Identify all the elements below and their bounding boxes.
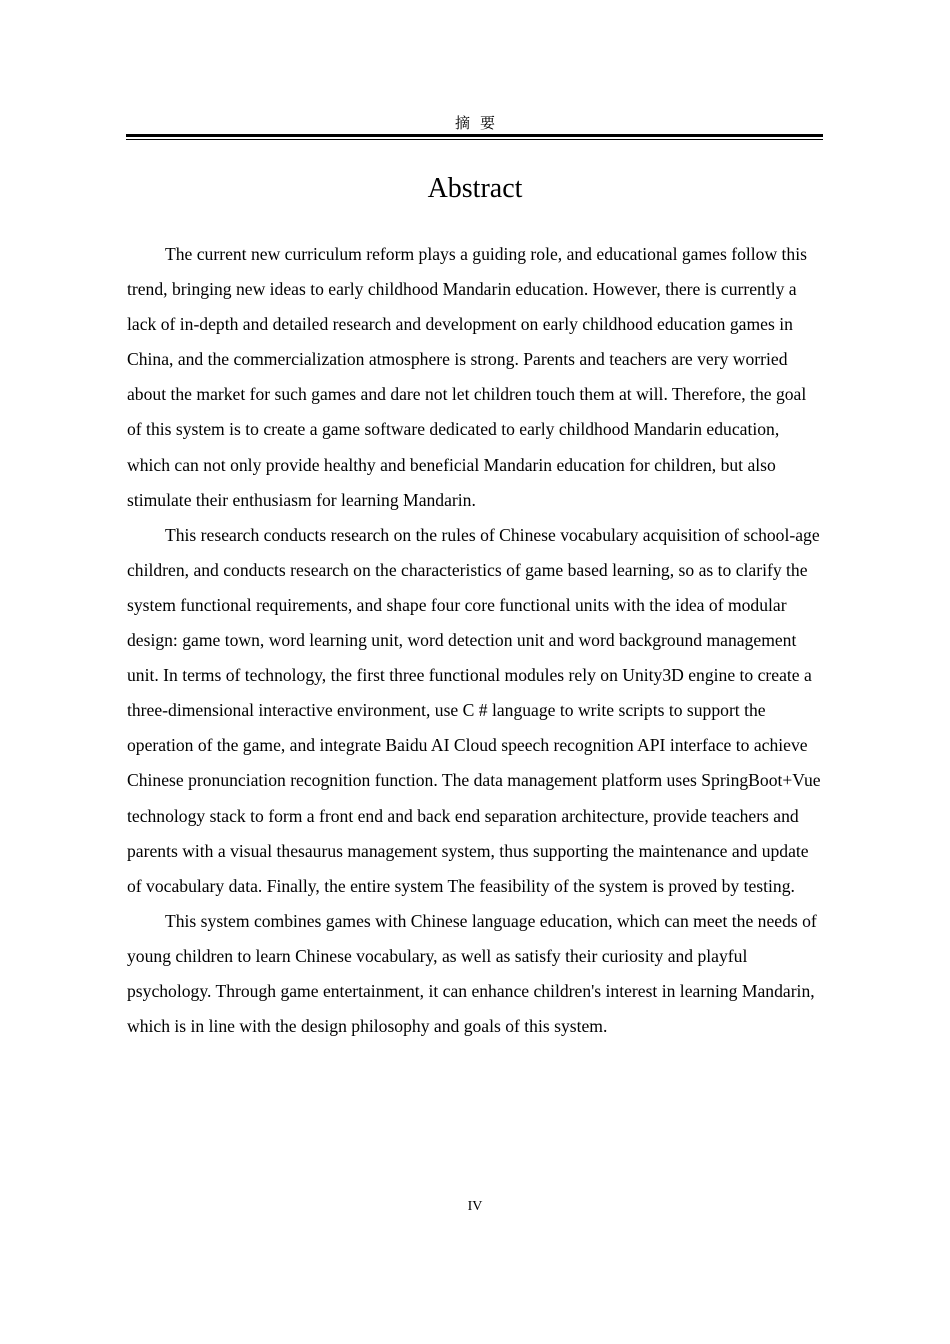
- abstract-body: [127, 237, 824, 1044]
- paragraph: The current new curriculum reform plays a guiding role, and educational games follow this trend, bringing new ideas to early childhood Mandarin education. However, there is currently a lack of in-depth and detailed research and development on early childhood education games in China, and the commercialization atmosphere is strong. Parents and teachers are very worried about the market for such games and dare not let children touch them at will. Therefore, the goal of this system is to create a game software dedicated to early childhood Mandarin education, which can not only provide healthy and beneficial Mandarin education for children, but also stimulate their enthusiasm for learning Mandarin.: [127, 244, 807, 510]
- header-rule-thin: [126, 139, 823, 140]
- header-rule-thick: [126, 134, 823, 137]
- paragraph: This research conducts research on the rules of Chinese vocabulary acquisition of school-age children, and conducts research on the characteristics of game based learning, so as to clarify the system functional requirements, and shape four core functional units with the idea of modular design: game town, word learning unit, word detection unit and word background management unit. In terms of technology, the first three functional modules rely on Unity3D engine to create a three-dimensional interactive environment, use C # language to write scripts to support the operation of the game, and integrate Baidu AI Cloud speech recognition API interface to achieve Chinese pronunciation recognition function. The data management platform uses SpringBoot+Vue technology stack to form a front end and back end separation architecture, provide teachers and parents with a visual thesaurus management system, thus supporting the maintenance and update of vocabulary data. Finally, the entire system The feasibility of the system is proved by testing.: [127, 524, 821, 896]
- page-number: IV: [467, 1199, 483, 1214]
- page-title: Abstract: [427, 173, 523, 204]
- running-header: 摘要: [454, 114, 505, 132]
- paragraph: This system combines games with Chinese language education, which can meet the needs of young children to learn Chinese vocabulary, as well as satisfy their curiosity and playful psychology. Through game entertainment, it can enhance children's interest in learning Mandarin, which is in line with the design philosophy and goals of this system.: [127, 910, 817, 1037]
